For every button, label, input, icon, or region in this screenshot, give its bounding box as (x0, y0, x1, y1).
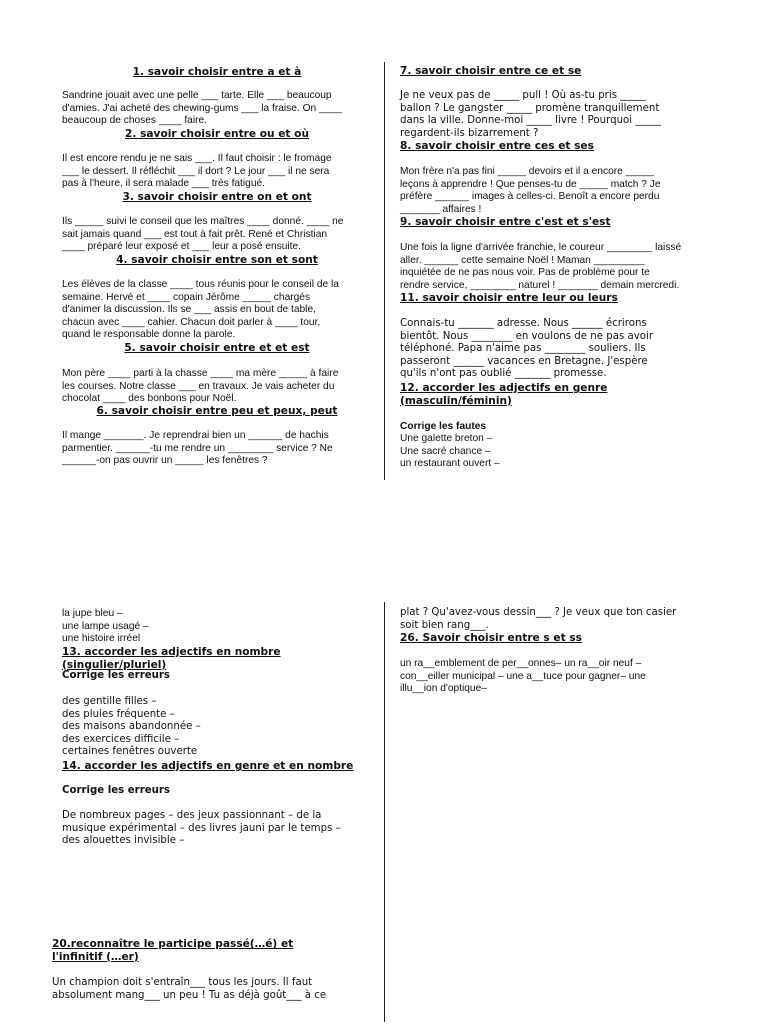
section-14-subtitle: Corrige les erreurs (62, 785, 170, 796)
text-line: ______-on pas ouvrir un _____ les fenêtres ? (62, 455, 268, 467)
text-line: pas à l'heure, il sera malade ___ très fatigué. (62, 178, 265, 190)
text-line: la jupe bleu – (62, 608, 123, 619)
section-14-text (62, 810, 341, 848)
section-20-text (52, 977, 326, 1002)
section-11-title: 11. savoir choisir entre leur ou leurs (400, 292, 618, 304)
text-line: d'animer la discussion. Ils se ___ assis en bout de table, (62, 304, 316, 316)
text-line: Je ne veux pas de _____ pull ! Où as-tu pris _____ (400, 90, 646, 101)
text-line: téléphoné. Papa n'aime pas ________ souliers. Ils (400, 343, 646, 355)
column-divider-bottom (384, 602, 385, 1022)
section-4-text (62, 279, 339, 342)
text-line: illu__ion d'optique– (400, 683, 487, 695)
section-12-text (400, 433, 500, 471)
text-line: Une fois la ligne d'arrivée franchie, le coureur ________ laissé (400, 242, 682, 253)
section-2-text (62, 153, 332, 191)
text-line: certaines fenêtres ouverte (62, 746, 198, 758)
text-line: aller. ______ cette semaine Noël ! Maman _________ (400, 254, 645, 266)
text-line: Il est encore rendu je ne sais ___. Il faut choisir : le fromage (62, 153, 332, 164)
text-line: chacun avec ____ cahier. Chacun doit parler à ____ tour, (62, 316, 321, 328)
text-line: d'amies. J'ai acheté des chewing-gums ___ la fraise. On ____ (62, 102, 342, 114)
section-6-text (62, 430, 333, 468)
text-line: qu'ils n'ont pas oublié _______ promesse. (400, 368, 607, 380)
text-line: ballon ? Le gangster _____ promène tranquillement (400, 102, 660, 114)
section-13-subtitle: Corrige les erreurs (62, 670, 170, 681)
text-line: une lampe usagé – (62, 620, 149, 632)
text-line: soit bien rang___. (400, 619, 489, 631)
title-line: l'infinitif (…er) (52, 950, 139, 963)
section-14-title: 14. accorder les adjectifs en genre et en nombre (62, 760, 354, 772)
section-7-title: 7. savoir choisir entre ce et se (400, 65, 582, 77)
text-line: Mon frère n'a pas fini _____ devoirs et il a encore _____ (400, 166, 654, 177)
text-line: dans la ville. Donne-moi _____ livre ! Pourquoi _____ (400, 115, 661, 127)
text-line: musique expérimental – des livres jauni par le temps – (62, 822, 341, 834)
text-line: un ra__emblement de per__onnes– un ra__oir neuf – (400, 658, 642, 669)
section-7-text (400, 90, 661, 140)
text-line: Mon père ____ parti à la chasse ____ ma mère _____ à faire (62, 368, 339, 379)
text-line: leçons à apprendre ! Que penses-tu de _____ match ? Je (400, 178, 661, 190)
text-line: les courses. Notre classe ___ en travaux. Je vais acheter du (62, 380, 335, 392)
title-line: 13. accorder les adjectifs en nombre (62, 646, 281, 658)
text-line: une histoire irréel (62, 633, 141, 645)
section-12-subtitle: Corrige les fautes (400, 421, 487, 432)
text-line: Les élèves de la classe ____ tous réunis pour le conseil de la (62, 279, 339, 290)
section-1-text (62, 90, 342, 128)
text-line: un restaurant ouvert – (400, 458, 500, 470)
text-line: quand le responsable donne la parole. (62, 329, 236, 341)
title-line: (masculin/féminin) (400, 394, 512, 407)
section-5-title: 5. savoir choisir entre et et est (124, 342, 310, 354)
section-4-title: 4. savoir choisir entre son et sont (116, 254, 318, 266)
text-line: chocolat ____ des bonbons pour Noël. (62, 393, 237, 405)
text-line: rendre service, ________ naturel ! _______ demain mercredi. (400, 279, 680, 291)
section-1-title: 1. savoir choisir entre a et à (132, 66, 302, 78)
text-line: _______ affaires ! (400, 203, 482, 215)
section-9-text (400, 242, 681, 292)
text-line: des maisons abandonnée – (62, 721, 201, 733)
section-3-title: 3. savoir choisir entre on et ont (122, 191, 312, 203)
text-line: De nombreux pages – des jeux passionnant – de la (62, 810, 322, 821)
text-line: inquiétée de ne pas nous voir. Pas de problème pour te (400, 267, 650, 279)
text-line: Il mange _______. Je reprendrai bien un ______ de hachis (62, 430, 329, 441)
section-13-text (62, 696, 201, 759)
text-line: des pluies fréquente – (62, 708, 175, 720)
section-6-title: 6. savoir choisir entre peu et peux, peut (96, 405, 338, 417)
text-line: ___ le dessert. Il réfléchit ___ il dort ? Le jour ___ il ne sera (62, 165, 330, 177)
text-line: semaine. Hervé et ____ copain Jérôme _____ chargés (62, 291, 311, 303)
section-9-title: 9. savoir choisir entre c'est et s'est (400, 216, 611, 228)
section-13-title (62, 646, 281, 671)
section-11-text (400, 318, 653, 381)
text-line: bientôt. Nous ________ en voulons de ne pas avoir (400, 330, 654, 342)
section-26-title: 26. Savoir choisir entre s et ss (400, 632, 582, 644)
text-line: parmentier. ______-tu me rendre un ________ service ? Ne (62, 442, 333, 454)
text-line: Une galette breton – (400, 433, 493, 444)
section-20-continued (400, 607, 676, 632)
text-line: des gentille filles – (62, 696, 157, 707)
section-12-continued (62, 608, 149, 646)
text-line: sait jamais quand ___ est tout à fait prêt. René et Christian (62, 228, 328, 240)
title-line: 20.reconnaître le participe passé(…é) et (52, 938, 294, 950)
section-12-title (400, 382, 607, 407)
text-line: Une sacré chance – (400, 445, 491, 457)
text-line: beaucoup de choses ____ faire. (62, 115, 207, 127)
section-8-text (400, 166, 661, 216)
section-5-text (62, 368, 338, 406)
section-26-text (400, 658, 646, 696)
text-line: Sandrine jouait avec une pelle ___ tarte. Elle ___ beaucoup (62, 90, 332, 101)
column-divider-top (384, 62, 385, 480)
title-line: 12. accorder les adjectifs en genre (400, 382, 608, 394)
text-line: des exercices difficile – (62, 733, 180, 745)
text-line: plat ? Qu'avez-vous dessin___ ? Je veux que ton casier (400, 607, 677, 618)
section-3-text (62, 216, 343, 254)
text-line: absolument mang___ un peu ! Tu as déjà goût___ à ce (52, 989, 327, 1001)
section-20-title (52, 938, 293, 963)
text-line: regardent-ils bizarrement ? (400, 127, 539, 139)
text-line: ____ préparé leur exposé et ___ leur a posé ensuite. (62, 241, 302, 253)
text-line: con__eiller municipal – une a__tuce pour gagner– une (400, 670, 646, 682)
text-line: passeront ______ vacances en Bretagne. J'espère (400, 355, 648, 367)
text-line: Connais-tu _______ adresse. Nous ______ écrirons (400, 318, 647, 329)
text-line: Ils _____ suivi le conseil que les maîtres ____ donné. ____ ne (62, 216, 344, 227)
text-line: préfère ______ images à celles-ci. Benoît a encore perdu (400, 191, 660, 203)
text-line: Un champion doit s'entraîn___ tous les jours. Il faut (52, 977, 313, 988)
title-line: (singulier/pluriel) (62, 658, 167, 671)
text-line: des alouettes invisible – (62, 835, 185, 847)
section-2-title: 2. savoir choisir entre ou et où (125, 128, 309, 140)
section-8-title: 8. savoir choisir entre ces et ses (400, 140, 594, 152)
